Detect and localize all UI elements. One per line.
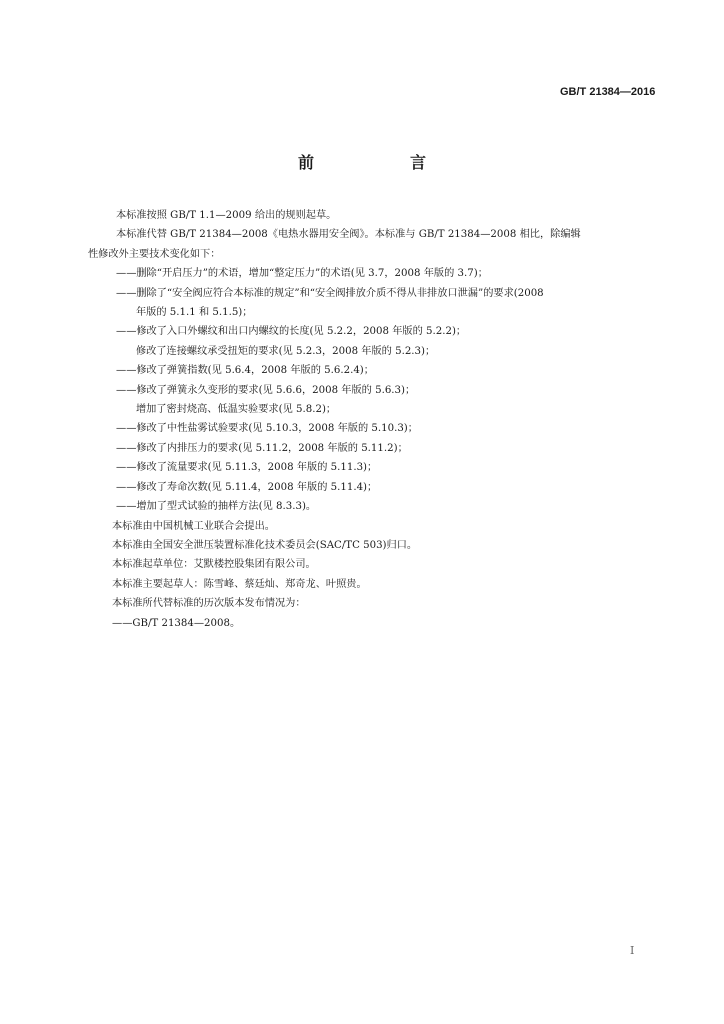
page-number: I (630, 944, 635, 957)
text-line: ——修改了内排压力的要求(见 5.11.2，2008 年版的 5.11.2)； (116, 442, 408, 454)
text-line: 本标准起草单位：艾默楼控股集团有限公司。 (112, 559, 316, 571)
text-line: ——删除了“安全阀应符合本标准的规定”和“安全阀排放介质不得从非排放口泄漏”的要求(2008 (116, 287, 544, 299)
text-line: 本标准主要起草人：陈雪峰、蔡廷灿、郑奇龙、叶照贵。 (112, 578, 367, 590)
standard-number: GB/T 21384—2016 (560, 86, 656, 98)
text-line: ——修改了弹簧指数(见 5.6.4，2008 年版的 5.6.2.4)； (116, 365, 374, 377)
text-line: ——修改了寿命次数(见 5.11.4，2008 年版的 5.11.4)； (116, 481, 378, 493)
page-title: 前 言 (297, 153, 466, 172)
document-body (88, 206, 658, 633)
text-line: ——修改了弹簧永久变形的要求(见 5.6.6，2008 年版的 5.6.3)； (116, 384, 416, 396)
text-line: 修改了连接螺纹承受扭矩的要求(见 5.2.3，2008 年版的 5.2.3)； (136, 345, 436, 357)
text-line: ——修改了入口外螺纹和出口内螺纹的长度(见 5.2.2，2008 年版的 5.2.2)； (116, 326, 467, 338)
text-line: 年版的 5.1.1 和 5.1.5)； (136, 307, 253, 319)
text-line: ——删除“开启压力”的术语，增加“整定压力”的术语(见 3.7，2008 年版的 3.7)； (116, 268, 488, 280)
text-line: ——GB/T 21384—2008。 (112, 617, 241, 629)
text-line: 本标准由中国机械工业联合会提出。 (112, 520, 275, 532)
text-line: ——修改了中性盐雾试验要求(见 5.10.3，2008 年版的 5.10.3)； (116, 423, 418, 435)
text-line: 本标准按照 GB/T 1.1—2009 给出的规则起草。 (116, 210, 337, 221)
text-line: ——修改了流量要求(见 5.11.3，2008 年版的 5.11.3)； (116, 462, 378, 474)
text-line: 本标准代替 GB/T 21384—2008《电热水器用安全阀》。本标准与 GB/T 21384—2008 相比，除编辑 (116, 229, 581, 241)
text-line: 本标准所代替标准的历次版本发布情况为： (112, 598, 306, 610)
text-line: 性修改外主要技术变化如下： (88, 248, 221, 260)
text-line: ——增加了型式试验的抽样方法(见 8.3.3)。 (116, 501, 317, 513)
text-line: 本标准由全国安全泄压装置标准化技术委员会(SAC/TC 503)归口。 (112, 539, 418, 551)
text-line: 增加了密封烧高、低温实验要求(见 5.8.2)； (136, 404, 337, 416)
